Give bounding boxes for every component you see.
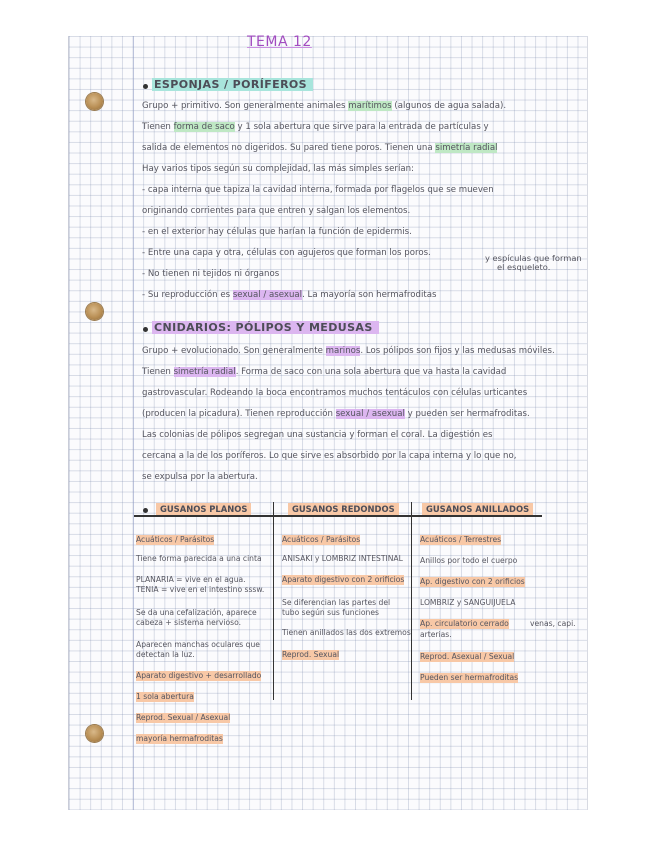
side-note: el esqueleto. — [497, 262, 551, 272]
table-cell: Se diferencian las partes del — [282, 598, 391, 607]
text-span: Grupo + evolucionado. Son generalmente — [142, 346, 326, 356]
table-cell: PLANARIA = vive en el agua. — [136, 575, 246, 584]
text-span: Grupo + primitivo. Son generalmente animales — [142, 101, 349, 111]
table-cell: Aparato digestivo + desarrollado — [136, 671, 262, 680]
table-cell: cabeza + sistema nervioso. — [136, 618, 242, 627]
text-span: Hay varios tipos según su complejidad, las más simples serían: — [142, 164, 414, 174]
bullet-icon — [143, 327, 148, 332]
table-divider — [134, 515, 542, 517]
highlighted-term: simetría radial — [173, 367, 236, 377]
text-line — [142, 122, 489, 132]
table-cell: Tienen anillados las dos extremos — [282, 628, 411, 637]
text-line — [142, 185, 494, 195]
text-line — [142, 472, 258, 482]
text-span: Tienen — [142, 122, 174, 132]
text-span: cercana a la de los poríferos. Lo que sirve es absorbido por la capa interna y lo que no, — [142, 451, 517, 461]
table-cell: Reprod. Asexual / Sexual — [420, 652, 515, 661]
table-cell: Ap. circulatorio cerrado — [420, 619, 509, 628]
text-span: Tienen — [142, 367, 174, 377]
text-span: se expulsa por la abertura. — [142, 472, 258, 482]
side-note: y espículas que forman — [485, 253, 582, 263]
table-cell: Tiene forma parecida a una cinta — [136, 554, 262, 563]
table-cell: ANISAKI y LOMBRIZ INTESTINAL — [282, 554, 403, 563]
text-line — [142, 451, 517, 461]
text-line — [142, 409, 530, 419]
table-cell: tubo según sus funciones — [282, 608, 379, 617]
highlighted-term: forma de saco — [173, 122, 235, 132]
table-cell: Pueden ser hermafroditas — [420, 673, 519, 682]
table-cell: venas, capi. — [530, 619, 576, 628]
text-line — [142, 143, 497, 153]
text-span: - capa interna que tapiza la cavidad interna, formada por flagelos que se mueven — [142, 185, 494, 195]
table-column-divider — [411, 502, 412, 700]
table-cell: arterias. — [420, 630, 452, 639]
text-span: (algunos de agua salada). — [391, 101, 507, 111]
text-line — [142, 101, 506, 111]
table-cell: Acuáticos / Parásitos — [136, 535, 215, 544]
table-header-planos: GUSANOS PLANOS — [156, 503, 251, 515]
text-span: (producen la picadura). Tienen reproducción — [142, 409, 336, 419]
text-line — [142, 206, 410, 216]
text-line — [142, 346, 555, 356]
highlighted-term: simetría radial — [435, 143, 498, 153]
text-span: salida de elementos no digeridos. Su pared tiene poros. Tienen una — [142, 143, 436, 153]
text-line — [142, 227, 412, 237]
bullet-icon — [143, 508, 148, 513]
text-line — [142, 430, 492, 440]
table-cell: Aparato digestivo con 2 orificios — [282, 575, 405, 584]
table-cell: Aparecen manchas oculares que — [136, 640, 260, 649]
text-line — [142, 248, 431, 258]
highlighted-term: sexual / asexual — [335, 409, 405, 419]
text-span: - Su reproducción es — [142, 290, 233, 300]
binder-hole-icon — [86, 303, 103, 320]
table-cell: Se da una cefalización, aparece — [136, 608, 257, 617]
text-span: Las colonias de pólipos segregan una sustancia y forman el coral. La digestión es — [142, 430, 493, 440]
text-span: y 1 sola abertura que sirve para la entrada de partículas y — [234, 122, 489, 132]
table-cell: Acuáticos / Terrestres — [420, 535, 502, 544]
table-cell: detectan la luz. — [136, 650, 195, 659]
table-cell: LOMBRIZ y SANGUIJUELA — [420, 598, 516, 607]
table-cell: Acuáticos / Parásitos — [282, 535, 361, 544]
table-header-redondos: GUSANOS REDONDOS — [288, 503, 399, 515]
text-span: - en el exterior hay células que harían la función de epidermis. — [142, 227, 412, 237]
section-heading-cnidarios: CNIDARIOS: PÓLIPOS Y MEDUSAS — [152, 321, 379, 334]
margin-line — [133, 36, 134, 810]
highlighted-term: marinos — [325, 346, 361, 356]
text-line — [142, 164, 414, 174]
table-cell: Reprod. Sexual — [282, 650, 340, 659]
table-cell: mayoría hermafroditas — [136, 734, 223, 743]
text-span: gastrovascular. Rodeando la boca encontramos muchos tentáculos con células urticantes — [142, 388, 528, 398]
table-cell: Reprod. Sexual / Asexual — [136, 713, 231, 722]
text-span: originando corrientes para que entren y salgan los elementos. — [142, 206, 411, 216]
table-cell: Anillos por todo el cuerpo — [420, 556, 518, 565]
bullet-icon — [143, 84, 148, 89]
text-line — [142, 269, 279, 279]
table-header-anillados: GUSANOS ANILLADOS — [422, 503, 533, 515]
table-cell: TENIA = vive en el intestino sssw. — [136, 585, 265, 594]
binder-hole-icon — [86, 93, 103, 110]
highlighted-term: sexual / asexual — [232, 290, 303, 300]
table-cell: Ap. digestivo con 2 orificios — [420, 577, 525, 586]
table-cell: 1 sola abertura — [136, 692, 194, 701]
text-span: . Forma de saco con una sola abertura que va hasta la cavidad — [235, 367, 507, 377]
section-heading-esponjas: ESPONJAS / PORÍFEROS — [152, 78, 313, 91]
text-line — [142, 290, 436, 300]
text-span: - Entre una capa y otra, células con agujeros que forman los poros. — [142, 248, 431, 258]
text-line — [142, 367, 506, 377]
text-line — [142, 388, 527, 398]
table-column-divider — [273, 502, 274, 700]
binder-hole-icon — [86, 725, 103, 742]
text-span: - No tienen ni tejidos ni órganos — [142, 269, 280, 279]
text-span: y pueden ser hermafroditas. — [404, 409, 530, 419]
text-span: . Los pólipos son fijos y las medusas móviles. — [360, 346, 555, 356]
page-title: TEMA 12 — [247, 34, 312, 50]
highlighted-term: marítimos — [348, 101, 392, 111]
text-span: . La mayoría son hermafroditas — [302, 290, 437, 300]
